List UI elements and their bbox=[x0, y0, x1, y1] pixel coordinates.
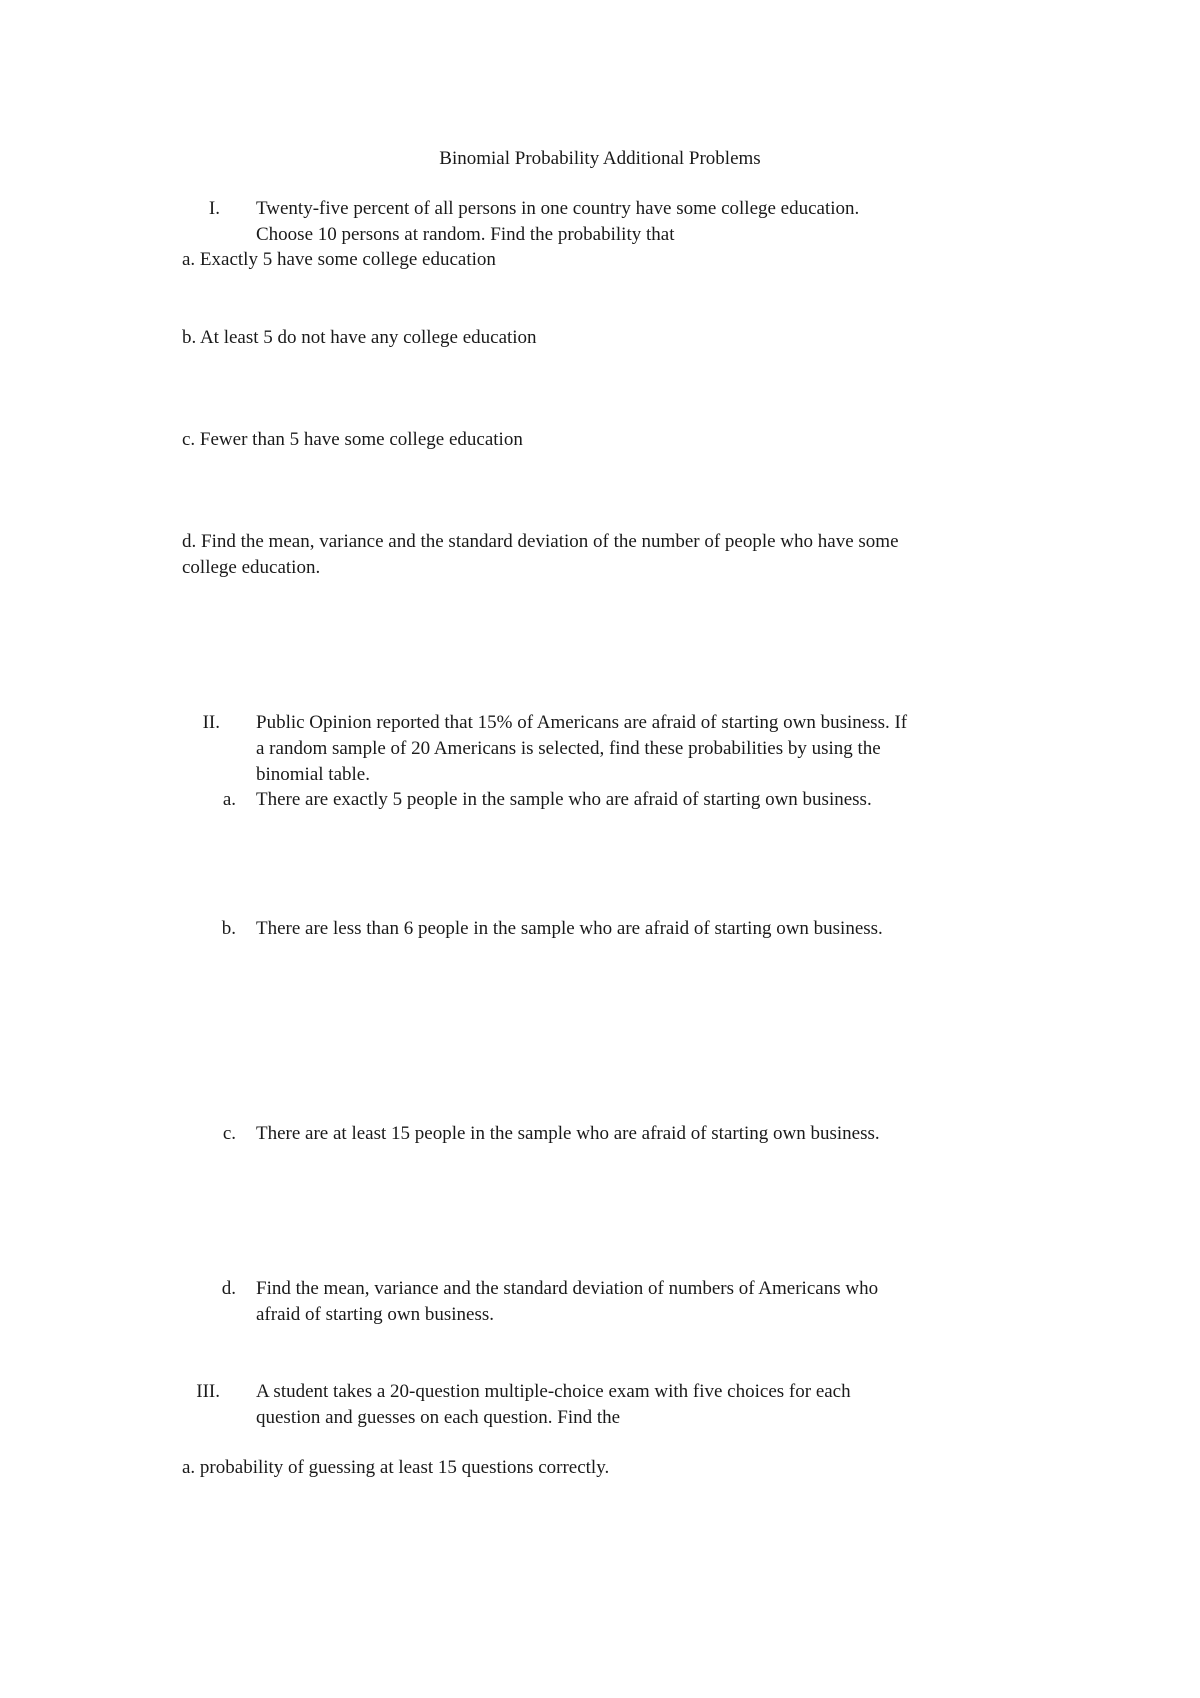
section-1-item-a: a. Exactly 5 have some college education bbox=[182, 249, 496, 270]
section-3-item-a: a. probability of guessing at least 15 questions correctly. bbox=[182, 1457, 610, 1478]
section-1-text-line1: Twenty-five percent of all persons in one country have some college education. bbox=[256, 198, 860, 219]
section-3-numeral: III. bbox=[196, 1381, 220, 1402]
section-1-item-c: c. Fewer than 5 have some college education bbox=[182, 429, 523, 450]
section-2-text-line1: Public Opinion reported that 15% of Americans are afraid of starting own business. If bbox=[256, 712, 908, 733]
section-2-text-line3: binomial table. bbox=[256, 764, 370, 785]
section-3-text-line1: A student takes a 20-question multiple-choice exam with five choices for each bbox=[256, 1381, 851, 1402]
page-title: Binomial Probability Additional Problems bbox=[439, 148, 761, 169]
section-2-item-c-text: There are at least 15 people in the sample who are afraid of starting own business. bbox=[256, 1123, 880, 1144]
section-2-item-d-label: d. bbox=[221, 1278, 236, 1299]
section-1-item-d-line2: college education. bbox=[182, 557, 321, 578]
section-2-item-b-text: There are less than 6 people in the sample who are afraid of starting own business. bbox=[256, 918, 883, 939]
section-1-item-b: b. At least 5 do not have any college education bbox=[182, 327, 537, 348]
section-1-numeral: I. bbox=[208, 198, 220, 219]
section-2-item-a-text: There are exactly 5 people in the sample who are afraid of starting own business. bbox=[256, 789, 872, 810]
section-2-item-b-label: b. bbox=[221, 918, 236, 939]
section-2-item-d-line1: Find the mean, variance and the standard deviation of numbers of Americans who bbox=[256, 1278, 879, 1299]
section-2-numeral: II. bbox=[202, 712, 220, 733]
section-1-item-d-line1: d. Find the mean, variance and the standard deviation of the number of people who have some bbox=[182, 531, 899, 552]
section-2-item-a-label: a. bbox=[222, 789, 236, 810]
section-3-text-line2: question and guesses on each question. Find the bbox=[256, 1407, 621, 1428]
section-2-item-d-line2: afraid of starting own business. bbox=[256, 1304, 494, 1325]
section-2-item-c-label: c. bbox=[222, 1123, 236, 1144]
section-1-text-line2: Choose 10 persons at random. Find the probability that bbox=[256, 224, 675, 245]
section-2-text-line2: a random sample of 20 Americans is selected, find these probabilities by using the bbox=[256, 738, 881, 759]
